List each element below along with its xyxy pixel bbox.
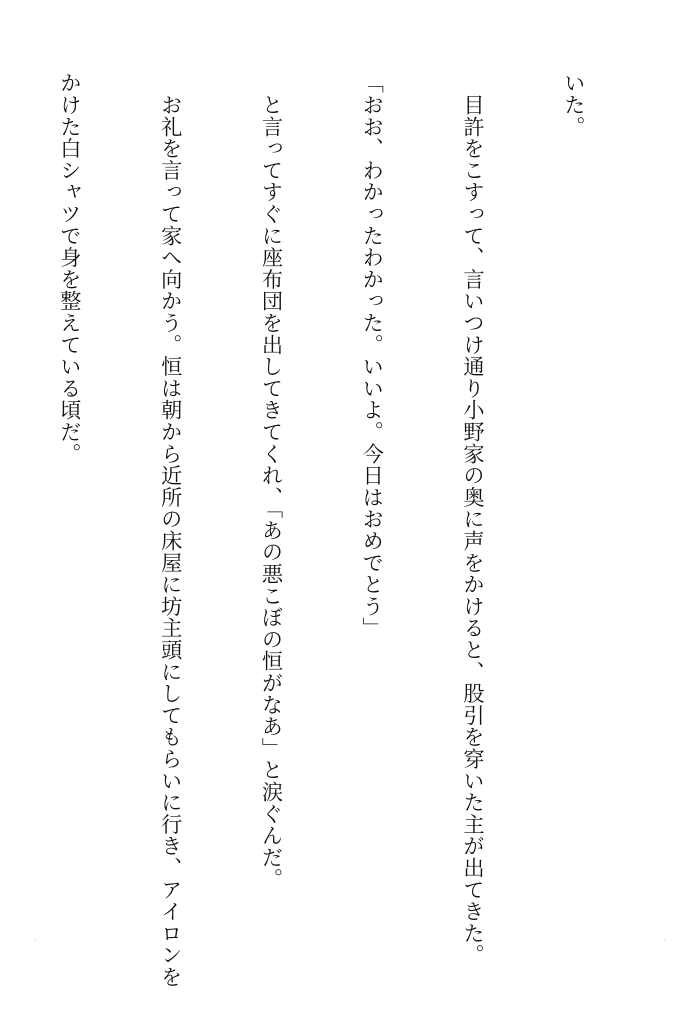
vertical-text-body — [0, 72, 658, 988]
text-line: と言ってすぐに座布団を出してきてくれ、「あの悪こぼの恒がなあ」と涙ぐんだ。 — [259, 72, 285, 890]
text-line: 「おお、わかったわかった。いいよ。今日はおめでとう」 — [360, 72, 386, 639]
text-line: かけた白シャツで身を整えている頃だ。 — [57, 72, 83, 465]
text-line: 目許をこすって、言いつけ通り小野家の奥に声をかけると、股引を穿いた主が出てきた。 — [461, 72, 487, 966]
page-edge-mark: · — [664, 938, 666, 945]
page-edge-mark: · — [34, 938, 36, 945]
text-line: いた。 — [561, 72, 587, 138]
text-line: お礼を言って家へ向かう。恒は朝から近所の床屋に坊主頭にしてもらいに行き、アイロンを — [158, 72, 184, 988]
